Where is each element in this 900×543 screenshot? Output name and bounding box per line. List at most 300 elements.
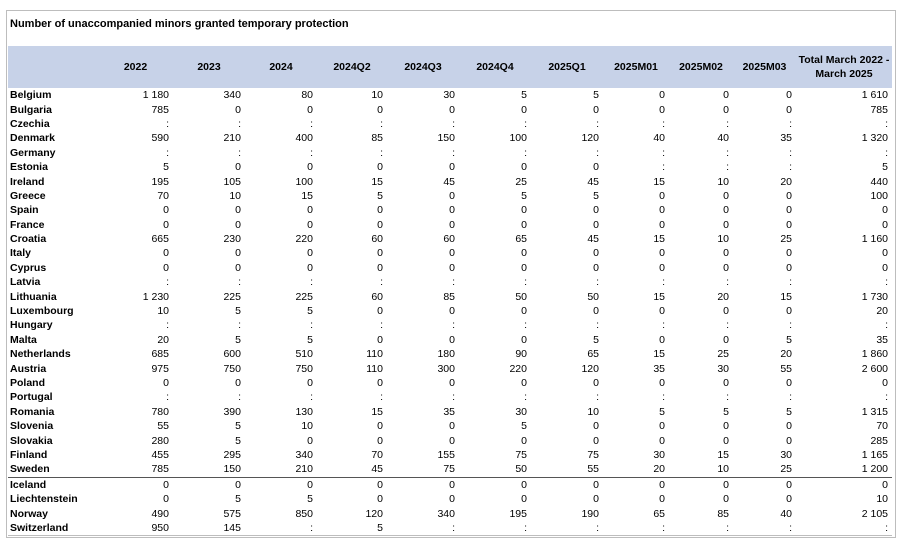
value-cell: 0 <box>659 103 665 116</box>
value-cell: 5 <box>593 89 599 102</box>
country-name-cell: Iceland <box>8 477 98 492</box>
value-cell: 1 860 <box>861 348 888 361</box>
value-cell: : <box>662 391 665 404</box>
value-cell: 150 <box>223 463 241 476</box>
value-cell: 20 <box>653 463 665 476</box>
value-cell: 5 <box>163 161 169 174</box>
value-cell: 5 <box>377 189 383 202</box>
value-cell: 0 <box>449 189 455 202</box>
value-cell: 0 <box>659 247 665 260</box>
value-cell: 0 <box>659 261 665 274</box>
value-cell: : <box>726 146 729 159</box>
value-cell: 1 165 <box>861 448 888 461</box>
table-row <box>8 102 892 116</box>
value-cell: 0 <box>723 89 729 102</box>
value-cell: 0 <box>245 477 317 492</box>
value-cell: 90 <box>515 348 527 361</box>
value-cell: 20 <box>717 290 729 303</box>
value-cell: 30 <box>717 362 729 375</box>
value-cell: 0 <box>449 247 455 260</box>
value-cell: : <box>524 117 527 130</box>
country-name-cell: Croatia <box>10 233 47 246</box>
data-table <box>8 46 892 536</box>
value-cell: : <box>662 276 665 289</box>
value-cell: 0 <box>669 477 733 492</box>
value-cell: 0 <box>521 204 527 217</box>
value-cell: 5 <box>307 333 313 346</box>
value-cell: 0 <box>723 333 729 346</box>
value-cell: 50 <box>515 290 527 303</box>
value-cell: 0 <box>377 204 383 217</box>
value-cell: 0 <box>603 477 669 492</box>
country-name-cell: Slovakia <box>10 434 53 447</box>
value-cell: : <box>596 117 599 130</box>
country-name-cell: Bulgaria <box>10 103 53 116</box>
country-name-cell: Germany <box>10 146 56 159</box>
value-cell: 10 <box>371 89 383 102</box>
value-cell: 1 180 <box>142 89 169 102</box>
value-cell: 0 <box>377 420 383 433</box>
value-cell: 10 <box>157 305 169 318</box>
value-cell: 15 <box>717 448 729 461</box>
value-cell: 0 <box>882 204 888 217</box>
value-cell: 40 <box>780 507 792 520</box>
value-cell: : <box>885 391 888 404</box>
table-row <box>8 218 892 232</box>
value-cell: : <box>380 117 383 130</box>
value-cell: : <box>603 521 669 536</box>
value-cell: 180 <box>437 348 455 361</box>
value-cell: 0 <box>796 477 892 492</box>
value-cell: 0 <box>521 161 527 174</box>
value-cell: 195 <box>509 507 527 520</box>
value-cell: : <box>380 276 383 289</box>
value-cell: 0 <box>307 247 313 260</box>
value-cell: 1 320 <box>861 132 888 145</box>
value-cell: : <box>885 117 888 130</box>
value-cell: 0 <box>659 189 665 202</box>
value-cell: 0 <box>786 189 792 202</box>
country-name-cell: Switzerland <box>8 521 98 536</box>
value-cell: 685 <box>151 348 169 361</box>
value-cell: 0 <box>723 218 729 231</box>
value-cell: 0 <box>593 261 599 274</box>
value-cell: 0 <box>235 247 241 260</box>
value-cell: 0 <box>449 434 455 447</box>
table-row <box>8 521 892 536</box>
value-cell: 100 <box>870 189 888 202</box>
value-cell: : <box>596 319 599 332</box>
value-cell: : <box>662 161 665 174</box>
value-cell: : <box>789 161 792 174</box>
value-cell: : <box>380 391 383 404</box>
value-cell: 0 <box>307 103 313 116</box>
value-cell: : <box>796 521 892 536</box>
country-name-cell: Italy <box>10 247 32 260</box>
value-cell: 5 <box>659 405 665 418</box>
value-cell: 0 <box>163 204 169 217</box>
value-cell: 5 <box>521 89 527 102</box>
value-cell: 50 <box>515 463 527 476</box>
value-cell: 0 <box>659 377 665 389</box>
value-cell: 75 <box>443 463 455 476</box>
value-cell: 60 <box>371 233 383 246</box>
value-cell: : <box>166 319 169 332</box>
value-cell: 25 <box>780 463 792 476</box>
value-cell: : <box>166 117 169 130</box>
value-cell: 10 <box>717 175 729 188</box>
table-row <box>8 189 892 203</box>
value-cell: 0 <box>723 377 729 389</box>
table-row <box>8 462 892 477</box>
value-cell: 440 <box>870 175 888 188</box>
country-name-cell: Poland <box>10 377 46 389</box>
column-header: 2025Q1 <box>531 46 603 88</box>
value-cell: 2 105 <box>861 507 888 520</box>
value-cell: 35 <box>443 405 455 418</box>
value-cell: : <box>726 117 729 130</box>
value-cell: 0 <box>786 493 792 506</box>
value-cell: : <box>380 319 383 332</box>
value-cell: 210 <box>223 132 241 145</box>
table-row <box>8 160 892 174</box>
value-cell: 0 <box>723 189 729 202</box>
table-row <box>8 492 892 506</box>
value-cell: 340 <box>223 89 241 102</box>
value-cell: 10 <box>876 493 888 506</box>
value-cell: 10 <box>587 405 599 418</box>
value-cell: : <box>452 146 455 159</box>
value-cell: 285 <box>870 434 888 447</box>
value-cell: 490 <box>151 507 169 520</box>
value-cell: 0 <box>723 261 729 274</box>
value-cell: : <box>885 146 888 159</box>
value-cell: 45 <box>371 463 383 476</box>
value-cell: 1 160 <box>861 233 888 246</box>
value-cell: 785 <box>151 463 169 476</box>
value-cell: 110 <box>366 362 383 375</box>
value-cell: 0 <box>449 204 455 217</box>
value-cell: 70 <box>876 420 888 433</box>
country-name-cell: Czechia <box>10 117 50 130</box>
country-name-cell: Sweden <box>10 463 50 476</box>
value-cell: : <box>596 391 599 404</box>
value-cell: 5 <box>235 493 241 506</box>
value-cell: 0 <box>593 305 599 318</box>
value-cell: 60 <box>443 233 455 246</box>
country-name-cell: Latvia <box>10 276 41 289</box>
value-cell: 80 <box>301 89 313 102</box>
value-cell: 20 <box>876 305 888 318</box>
value-cell: 0 <box>377 218 383 231</box>
value-cell: 5 <box>235 333 241 346</box>
value-cell: 55 <box>587 463 599 476</box>
value-cell: 0 <box>593 377 599 389</box>
value-cell: : <box>662 117 665 130</box>
value-cell: 0 <box>163 493 169 506</box>
value-cell: 30 <box>515 405 527 418</box>
value-cell: 30 <box>653 448 665 461</box>
country-name-cell: Malta <box>10 333 37 346</box>
value-cell: 0 <box>593 204 599 217</box>
table-row <box>8 246 892 260</box>
table-row <box>8 131 892 145</box>
value-cell: 0 <box>235 204 241 217</box>
value-cell: 0 <box>723 204 729 217</box>
value-cell: 15 <box>371 175 383 188</box>
value-cell: 15 <box>653 290 665 303</box>
value-cell: 0 <box>659 218 665 231</box>
value-cell: 0 <box>449 333 455 346</box>
table-row <box>8 318 892 332</box>
value-cell: 65 <box>515 233 527 246</box>
value-cell: 5 <box>235 305 241 318</box>
value-cell: 0 <box>449 377 455 389</box>
value-cell: 5 <box>593 189 599 202</box>
value-cell: : <box>310 319 313 332</box>
value-cell: 65 <box>653 507 665 520</box>
value-cell: 0 <box>387 477 459 492</box>
value-cell: 0 <box>521 247 527 260</box>
value-cell: : <box>238 276 241 289</box>
value-cell: : <box>452 117 455 130</box>
value-cell: 590 <box>151 132 169 145</box>
value-cell: 0 <box>786 377 792 389</box>
value-cell: 100 <box>509 132 527 145</box>
value-cell: 0 <box>723 103 729 116</box>
value-cell: 220 <box>509 362 527 375</box>
value-cell: : <box>733 521 796 536</box>
value-cell: : <box>452 391 455 404</box>
value-cell: 0 <box>659 305 665 318</box>
value-cell: : <box>789 391 792 404</box>
value-cell: 0 <box>521 218 527 231</box>
table-row <box>8 261 892 275</box>
value-cell: 0 <box>235 103 241 116</box>
country-name-cell: Belgium <box>10 89 52 102</box>
value-cell: 0 <box>593 218 599 231</box>
value-cell: 0 <box>377 305 383 318</box>
value-cell: 75 <box>587 448 599 461</box>
country-name-cell: Estonia <box>10 161 48 174</box>
value-cell: : <box>524 276 527 289</box>
value-cell: : <box>452 319 455 332</box>
value-cell: : <box>245 521 317 536</box>
value-cell: 0 <box>882 377 888 389</box>
column-header: 2025M03 <box>733 46 796 88</box>
value-cell: 0 <box>377 161 383 174</box>
value-cell: 110 <box>366 348 383 361</box>
value-cell: 15 <box>653 233 665 246</box>
value-cell: 5 <box>235 420 241 433</box>
value-cell: 785 <box>870 103 888 116</box>
column-header-total: Total March 2022 - March 2025 <box>796 46 892 88</box>
value-cell: : <box>596 146 599 159</box>
value-cell: 0 <box>235 261 241 274</box>
value-cell: 280 <box>151 434 169 447</box>
value-cell: : <box>726 161 729 174</box>
value-cell: 10 <box>717 233 729 246</box>
value-cell: 0 <box>521 377 527 389</box>
value-cell: 0 <box>521 261 527 274</box>
value-cell: 1 610 <box>861 89 888 102</box>
value-cell: 30 <box>443 89 455 102</box>
value-cell: 210 <box>295 463 313 476</box>
value-cell: 0 <box>659 89 665 102</box>
value-cell: 0 <box>449 305 455 318</box>
value-cell: 5 <box>317 521 387 536</box>
value-cell: 0 <box>163 377 169 389</box>
value-cell: 0 <box>723 305 729 318</box>
country-name-cell: Liechtenstein <box>10 493 78 506</box>
value-cell: 975 <box>151 362 169 375</box>
value-cell: : <box>726 276 729 289</box>
value-cell: 400 <box>295 132 313 145</box>
value-cell: 1 315 <box>861 405 888 418</box>
value-cell: 20 <box>780 175 792 188</box>
value-cell: 0 <box>317 477 387 492</box>
value-cell: : <box>310 146 313 159</box>
value-cell: 0 <box>593 247 599 260</box>
value-cell: 5 <box>786 405 792 418</box>
value-cell: 950 <box>98 521 173 536</box>
value-cell: 0 <box>882 218 888 231</box>
value-cell: 850 <box>295 507 313 520</box>
value-cell: 0 <box>459 477 531 492</box>
value-cell: 340 <box>295 448 313 461</box>
value-cell: : <box>166 391 169 404</box>
value-cell: 0 <box>521 103 527 116</box>
country-name-cell: Cyprus <box>10 261 47 274</box>
value-cell: : <box>596 276 599 289</box>
value-cell: : <box>238 391 241 404</box>
value-cell: : <box>789 319 792 332</box>
value-cell: 85 <box>717 507 729 520</box>
value-cell: 5 <box>521 420 527 433</box>
value-cell: 0 <box>786 247 792 260</box>
table-row <box>8 232 892 246</box>
value-cell: 0 <box>307 261 313 274</box>
value-cell: 25 <box>515 175 527 188</box>
value-cell: 0 <box>98 477 173 492</box>
country-name-cell: Romania <box>10 405 55 418</box>
value-cell: 45 <box>587 175 599 188</box>
table-row <box>8 304 892 318</box>
value-cell: 15 <box>653 348 665 361</box>
header-row <box>8 46 892 88</box>
country-name-cell: Slovenia <box>10 420 54 433</box>
value-cell: 70 <box>371 448 383 461</box>
value-cell: 60 <box>371 290 383 303</box>
value-cell: 10 <box>301 420 313 433</box>
value-cell: 15 <box>780 290 792 303</box>
value-cell: 0 <box>235 218 241 231</box>
value-cell: 195 <box>151 175 169 188</box>
table-row <box>8 448 892 462</box>
value-cell: : <box>310 391 313 404</box>
value-cell: 0 <box>307 161 313 174</box>
table-row <box>8 477 892 492</box>
value-cell: 220 <box>295 233 313 246</box>
table-body <box>8 88 892 536</box>
value-cell: : <box>531 521 603 536</box>
value-cell: 20 <box>780 348 792 361</box>
value-cell: 0 <box>593 161 599 174</box>
value-cell: : <box>166 276 169 289</box>
value-cell: 0 <box>723 420 729 433</box>
value-cell: 0 <box>307 434 313 447</box>
value-cell: 0 <box>377 377 383 389</box>
value-cell: 5 <box>307 493 313 506</box>
value-cell: : <box>789 276 792 289</box>
value-cell: 0 <box>531 477 603 492</box>
value-cell: : <box>524 146 527 159</box>
country-name-cell: Ireland <box>10 175 45 188</box>
country-name-cell: Norway <box>10 507 48 520</box>
country-name-cell: Luxembourg <box>10 305 74 318</box>
value-cell: 120 <box>581 362 599 375</box>
value-cell: 0 <box>723 247 729 260</box>
value-cell: 750 <box>223 362 241 375</box>
value-cell: 0 <box>521 333 527 346</box>
column-header: 2024Q3 <box>387 46 459 88</box>
value-cell: 295 <box>223 448 241 461</box>
value-cell: 10 <box>229 189 241 202</box>
value-cell: 2 600 <box>861 362 888 375</box>
value-cell: 145 <box>173 521 245 536</box>
country-name-cell: Lithuania <box>10 290 57 303</box>
value-cell: : <box>524 319 527 332</box>
value-cell: : <box>662 319 665 332</box>
value-cell: 0 <box>786 218 792 231</box>
value-cell: 230 <box>223 233 241 246</box>
value-cell: 0 <box>786 204 792 217</box>
value-cell: 45 <box>587 233 599 246</box>
value-cell: 35 <box>780 132 792 145</box>
column-header: 2025M01 <box>603 46 669 88</box>
value-cell: 105 <box>223 175 241 188</box>
value-cell: : <box>238 117 241 130</box>
value-cell: 0 <box>786 103 792 116</box>
value-cell: : <box>380 146 383 159</box>
value-cell: 25 <box>717 348 729 361</box>
table-row <box>8 433 892 447</box>
value-cell: 35 <box>653 362 665 375</box>
table-row <box>8 203 892 217</box>
value-cell: 0 <box>786 89 792 102</box>
value-cell: 120 <box>581 132 599 145</box>
value-cell: : <box>789 146 792 159</box>
table-row <box>8 390 892 404</box>
value-cell: : <box>662 146 665 159</box>
table-title: Number of unaccompanied minors granted temporary protection <box>10 18 349 30</box>
value-cell: : <box>387 521 459 536</box>
table-row <box>8 347 892 361</box>
value-cell: 0 <box>235 377 241 389</box>
value-cell: 0 <box>521 305 527 318</box>
value-cell: 1 200 <box>861 463 888 476</box>
value-cell: 0 <box>593 434 599 447</box>
value-cell: 0 <box>786 261 792 274</box>
value-cell: 20 <box>157 333 169 346</box>
column-header: 2023 <box>173 46 245 88</box>
country-name-cell: Finland <box>10 448 48 461</box>
table-row <box>8 275 892 289</box>
value-cell: 35 <box>876 333 888 346</box>
value-cell: 0 <box>173 477 245 492</box>
value-cell: 5 <box>307 305 313 318</box>
value-cell: 1 230 <box>142 290 169 303</box>
